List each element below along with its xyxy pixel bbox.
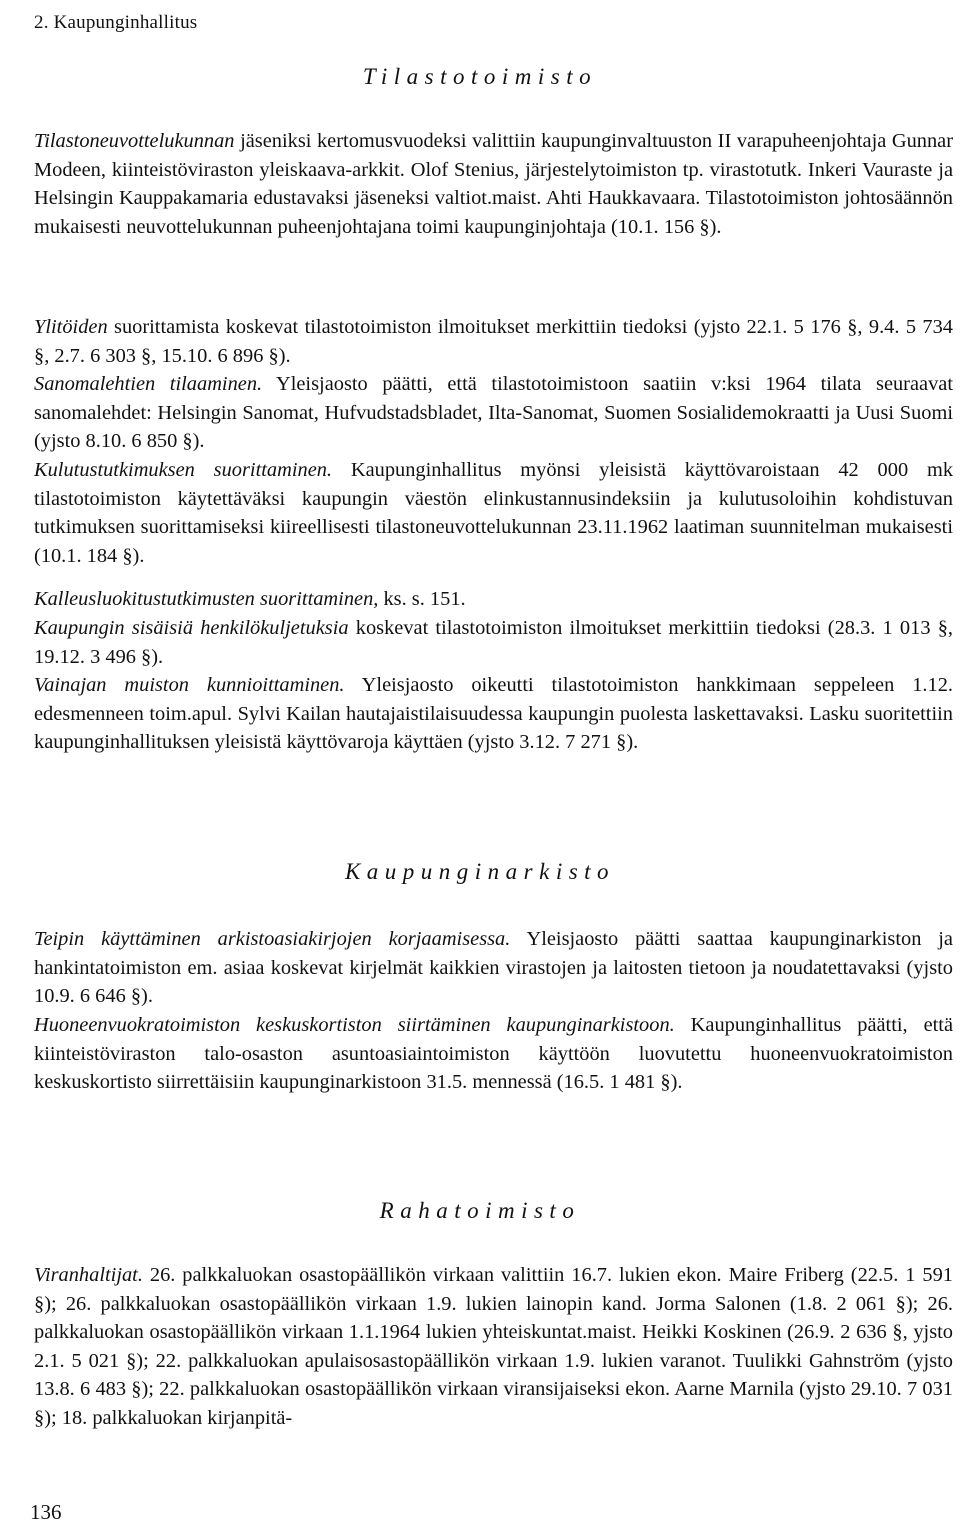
running-header: 2. Kaupunginhallitus (34, 12, 198, 33)
paragraph-lead: Ylitöiden (34, 316, 108, 338)
paragraph-lead: Teipin käyttäminen arkistoasiakirjojen korjaamisessa. (34, 928, 511, 950)
paragraph-vainajan-muisto (34, 671, 953, 757)
paragraph-tilastoneuvottelukunta (34, 127, 953, 241)
paragraph-sanomalehdet (34, 370, 953, 456)
section-title-rahatoimisto: Rahatoimisto (379, 1198, 581, 1223)
paragraph-teippi (34, 925, 953, 1011)
paragraph-lead: Huoneenvuokratoimiston keskuskortiston siirtäminen kaupunginarkistoon. (34, 1014, 675, 1036)
paragraph-text: jäseniksi kertomusvuodeksi valittiin kaupunginvaltuuston II varapuheenjohtaja Gunnar Modeen, kiinteistöviraston yleiskaava-arkkit. Olof Stenius, järjestelytoimiston tp. virastotutk. Inkeri Vauraste ja Helsingin Kauppakamaria edustavaksi jäseneksi valtiot.maist. Ahti Haukkavaara. Tilastotoimiston johtosäännön mukaisesti neuvottelukunnan puheenjohtajana toimi kaupunginjohtaja (10.1. 156 §). (34, 130, 953, 238)
paragraph-lead: Kaupungin sisäisiä henkilökuljetuksia (34, 617, 349, 639)
paragraph-lead: Sanomalehtien tilaaminen. (34, 373, 263, 395)
paragraph-text: Kaupunginhallitus myönsi yleisistä käyttövaroistaan 42 000 mk tilastotoimiston käytettäväksi kaupungin väestön elinkustannusindeksiin ja kulutusoloihin kohdistuvan tutkimuksen suorittamiseksi kiireellisesti tilastoneuvottelukunnan 23.11.1962 laatiman suunnitelman mukaisesti (10.1. 184 §). (34, 459, 954, 567)
paragraph-lead: Viranhaltijat. (34, 1264, 143, 1286)
paragraph-keskuskortisto (34, 1011, 953, 1097)
page-number: 136 (30, 1500, 62, 1524)
paragraph-viranhaltijat (34, 1261, 953, 1433)
paragraph-text: Kaupunginhallitus päätti, että kiinteistöviraston talo-osaston asuntoasiaintoimiston käyttöön luovutettu huoneenvuokratoimiston keskuskortisto siirrettäisiin kaupunginarkistoon 31.5. mennessä (16.5. 1 481 §). (34, 1014, 953, 1094)
paragraph-lead: Kulutustutkimuksen suorittaminen. (34, 459, 333, 481)
paragraph-lead: Tilastoneuvottelukunnan (34, 130, 235, 152)
section-title-kaupunginarkisto: Kaupunginarkisto (344, 859, 616, 884)
paragraph-henkilokuljetukset (34, 614, 953, 671)
paragraph-text: Yleisjaosto päätti, että tilastotoimistoon saatiin v:ksi 1964 tilata seuraavat sanomalehdet: Helsingin Sanomat, Hufvudstadsbladet, Ilta-Sanomat, Suomen Sosialidemokraatti ja Uusi Suomi (yjsto 8.10. 6 850 §). (34, 373, 953, 453)
paragraph-text: 26. palkkaluokan osastopäällikön virkaan valittiin 16.7. lukien ekon. Maire Friberg (22.5. 1 591 §); 26. palkkaluokan osastopäällikön virkaan 1.9. lukien lainopin kand. Jorma Salonen (1.8. 2 061 §); 26. palkkaluokan osastopäällikön virkaan 1.1.1964 lukien yhteiskuntat.maist. Heikki Koskinen (26.9. 2 636 §, yjsto 2.1. 5 021 §); 22. palkkaluokan apulaisosastopäällikön virkaan 1.9. lukien varanot. Tuulikki Gahnström (yjsto 13.8. 6 483 §); 22. palkkaluokan osastopäällikön virkaan viransijaiseksi ekon. Aarne Marnila (yjsto 29.10. 7 031 §); 18. palkkaluokan kirjanpitä- (34, 1264, 953, 1429)
paragraph-kalleusluokitus (34, 585, 953, 614)
paragraph-text: koskevat tilastotoimiston ilmoitukset merkittiin tiedoksi (28.3. 1 013 §, 19.12. 3 496 §). (34, 617, 954, 668)
paragraph-lead: Vainajan muiston kunnioittaminen. (34, 674, 345, 696)
paragraph-text: ks. s. 151. (378, 588, 466, 610)
paragraph-text: Yleisjaosto päätti saattaa kaupunginarkiston ja hankintatoimiston em. asiaa koskevat kirjelmät kaikkien virastojen ja laitosten tietoon ja noudatettavaksi (yjsto 10.9. 6 646 §). (34, 928, 953, 1008)
section-title-tilastotoimisto: Tilastotoimisto (362, 64, 598, 89)
paragraph-ylityot (34, 313, 953, 370)
paragraph-lead: Kalleusluokitustutkimusten suorittaminen, (34, 588, 379, 610)
paragraph-text: Yleisjaosto oikeutti tilastotoimiston hankkimaan seppeleen 1.12. edesmenneen toim.apul. Sylvi Kailan hautajaistilaisuudessa kaupungin puolesta laskettavaksi. Lasku suoritettiin kaupunginhallituksen yleisistä käyttövaroja käyttäen (yjsto 3.12. 7 271 §). (34, 674, 953, 754)
paragraph-text: suorittamista koskevat tilastotoimiston ilmoitukset merkittiin tiedoksi (yjsto 22.1. 5 176 §, 9.4. 5 734 §, 2.7. 6 303 §, 15.10. 6 896 §). (34, 316, 953, 367)
paragraph-kulutustutkimus (34, 456, 953, 570)
